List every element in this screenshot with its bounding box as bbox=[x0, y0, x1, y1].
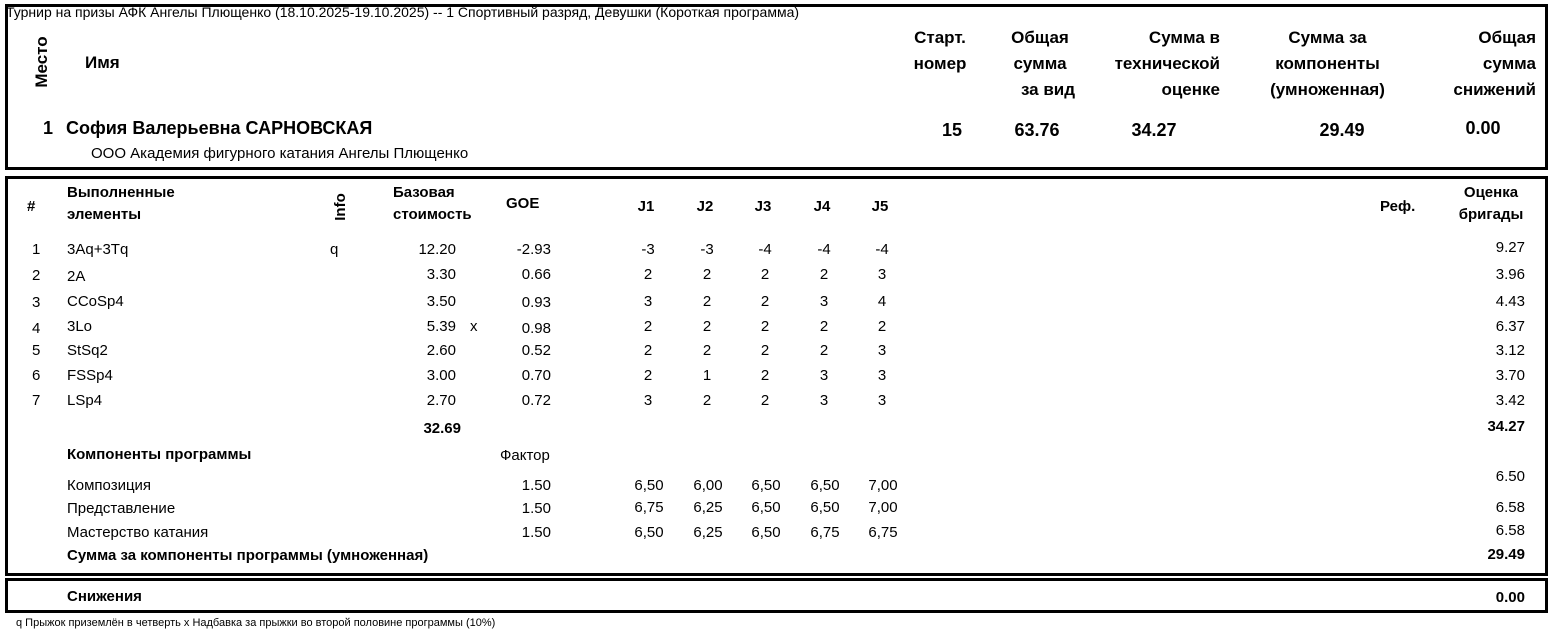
row-element: 2A bbox=[67, 268, 86, 285]
row-base-value: 3.30 bbox=[426, 266, 456, 283]
judge-header-j5: J5 bbox=[871, 198, 889, 215]
deductions-box bbox=[5, 578, 1548, 613]
row-j3: 2 bbox=[760, 392, 770, 409]
row-goe: 0.52 bbox=[521, 342, 551, 359]
row-panel-score: 3.12 bbox=[1495, 342, 1525, 359]
row-j5: 3 bbox=[877, 266, 887, 283]
row-j3: -4 bbox=[758, 241, 772, 258]
row-goe: 0.72 bbox=[521, 392, 551, 409]
skater-tes: 34.27 bbox=[1131, 120, 1177, 140]
judge-header-j4: J4 bbox=[813, 198, 831, 215]
row-base-value: 5.39 bbox=[426, 318, 456, 335]
component-j5: 6,75 bbox=[868, 524, 898, 541]
tes-header bbox=[1090, 25, 1220, 103]
row-j4: 2 bbox=[819, 318, 829, 335]
row-base-value: 2.60 bbox=[426, 342, 456, 359]
row-goe: 0.93 bbox=[521, 294, 551, 311]
num-header: # bbox=[27, 198, 36, 215]
row-base-value: 2.70 bbox=[426, 392, 456, 409]
start-number-header bbox=[900, 25, 980, 77]
element-header-line: Выполненные bbox=[67, 184, 175, 201]
skater-place: 1 bbox=[43, 118, 54, 138]
element-score-total: 34.27 bbox=[1487, 418, 1525, 435]
panel-score-header-line: бригады bbox=[1458, 206, 1524, 223]
row-j1: 3 bbox=[643, 293, 653, 310]
goe-header: GOE bbox=[506, 195, 540, 212]
components-total-label: Сумма за компоненты программы (умноженная) bbox=[67, 547, 429, 564]
row-j1: 3 bbox=[643, 392, 653, 409]
skater-start-number: 15 bbox=[941, 120, 963, 140]
skater-total-score: 63.76 bbox=[1014, 120, 1060, 140]
component-j1: 6,50 bbox=[634, 477, 664, 494]
row-j2: 2 bbox=[702, 318, 712, 335]
component-j4: 6,50 bbox=[810, 499, 840, 516]
row-j4: -4 bbox=[817, 241, 831, 258]
panel-score-header bbox=[1446, 182, 1536, 226]
row-element: 3Lo bbox=[67, 318, 93, 335]
component-j3: 6,50 bbox=[751, 524, 781, 541]
component-j3: 6,50 bbox=[751, 477, 781, 494]
start-number-header-line: Старт. bbox=[914, 28, 966, 47]
row-j2: 1 bbox=[702, 367, 712, 384]
row-j4: 2 bbox=[819, 266, 829, 283]
row-panel-score: 3.96 bbox=[1495, 266, 1525, 283]
row-element: CCoSp4 bbox=[67, 293, 124, 310]
judge-header-j1: J1 bbox=[637, 198, 655, 215]
name-header: Имя bbox=[85, 53, 120, 72]
row-num: 1 bbox=[32, 241, 41, 258]
row-num: 2 bbox=[32, 267, 41, 284]
row-j2: 2 bbox=[702, 266, 712, 283]
base-value-total: 32.69 bbox=[423, 420, 461, 437]
row-goe: -2.93 bbox=[516, 241, 551, 258]
row-info: q bbox=[330, 241, 339, 258]
row-goe: 0.70 bbox=[521, 367, 551, 384]
row-j4: 3 bbox=[819, 293, 829, 310]
base-value-header-line: Базовая bbox=[393, 184, 455, 201]
start-number-header-line: номер bbox=[913, 54, 967, 73]
row-j1: -3 bbox=[641, 241, 655, 258]
component-j5: 7,00 bbox=[868, 477, 898, 494]
skater-deductions: 0.00 bbox=[1465, 118, 1501, 138]
skater-name: София Валерьевна САРНОВСКАЯ bbox=[66, 118, 373, 138]
row-j3: 2 bbox=[760, 342, 770, 359]
row-panel-score: 4.43 bbox=[1495, 293, 1525, 310]
total-score-header-line: за вид bbox=[1020, 80, 1076, 99]
row-j2: 2 bbox=[702, 293, 712, 310]
pcs-header-line: Сумма за bbox=[1288, 28, 1367, 47]
total-score-header bbox=[1000, 25, 1080, 103]
row-panel-score: 3.42 bbox=[1495, 392, 1525, 409]
row-j1: 2 bbox=[643, 318, 653, 335]
tes-header-line: технической bbox=[1114, 54, 1220, 73]
component-j2: 6,00 bbox=[693, 477, 723, 494]
component-j2: 6,25 bbox=[693, 524, 723, 541]
component-j4: 6,50 bbox=[810, 477, 840, 494]
row-j2: 2 bbox=[702, 342, 712, 359]
row-panel-score: 6.37 bbox=[1495, 318, 1525, 335]
component-j4: 6,75 bbox=[810, 524, 840, 541]
row-j2: -3 bbox=[700, 241, 714, 258]
row-j5: 3 bbox=[877, 392, 887, 409]
pcs-header bbox=[1255, 25, 1400, 103]
total-score-header-line: сумма bbox=[1013, 54, 1067, 73]
row-element: LSp4 bbox=[67, 392, 103, 409]
deductions-header bbox=[1420, 25, 1536, 103]
row-j5: 3 bbox=[877, 367, 887, 384]
element-header-line: элементы bbox=[67, 206, 142, 223]
judge-header-j3: J3 bbox=[754, 198, 772, 215]
components-heading: Компоненты программы bbox=[67, 446, 252, 463]
component-factor: 1.50 bbox=[521, 500, 551, 517]
row-base-value: 3.00 bbox=[426, 367, 456, 384]
component-name: Представление bbox=[67, 500, 176, 517]
row-j3: 2 bbox=[760, 293, 770, 310]
row-j5: -4 bbox=[875, 241, 889, 258]
component-factor: 1.50 bbox=[521, 477, 551, 494]
ref-header: Реф. bbox=[1380, 198, 1416, 215]
row-bonus-mark: x bbox=[470, 318, 478, 335]
row-j1: 2 bbox=[643, 342, 653, 359]
row-goe: 0.66 bbox=[521, 266, 551, 283]
row-base-value: 3.50 bbox=[426, 293, 456, 310]
row-goe: 0.98 bbox=[521, 320, 551, 337]
row-num: 3 bbox=[32, 294, 41, 311]
row-j3: 2 bbox=[760, 318, 770, 335]
component-j2: 6,25 bbox=[693, 499, 723, 516]
component-factor: 1.50 bbox=[521, 524, 551, 541]
component-name: Мастерство катания bbox=[67, 524, 209, 541]
deductions-header-line: сумма bbox=[1482, 54, 1536, 73]
row-j2: 2 bbox=[702, 392, 712, 409]
deductions-header-line: снижений bbox=[1453, 80, 1536, 99]
row-num: 6 bbox=[32, 367, 41, 384]
deductions-header-line: Общая bbox=[1478, 28, 1536, 47]
pcs-header-line: компоненты bbox=[1275, 54, 1380, 73]
row-num: 7 bbox=[32, 392, 41, 409]
row-j3: 2 bbox=[760, 266, 770, 283]
component-score: 6.58 bbox=[1495, 522, 1525, 539]
row-num: 4 bbox=[32, 320, 41, 337]
row-j1: 2 bbox=[643, 367, 653, 384]
place-header: Место bbox=[32, 36, 51, 88]
deductions-value: 0.00 bbox=[1495, 589, 1525, 606]
component-score: 6.50 bbox=[1495, 468, 1525, 485]
row-j4: 3 bbox=[819, 367, 829, 384]
judge-header-j2: J2 bbox=[696, 198, 714, 215]
factor-heading: Фактор bbox=[500, 447, 550, 464]
row-j3: 2 bbox=[760, 367, 770, 384]
total-score-header-line: Общая bbox=[1011, 28, 1069, 47]
element-header bbox=[67, 182, 175, 226]
row-j5: 4 bbox=[877, 293, 887, 310]
row-element: FSSp4 bbox=[67, 367, 113, 384]
row-panel-score: 3.70 bbox=[1495, 367, 1525, 384]
row-j5: 3 bbox=[877, 342, 887, 359]
component-j1: 6,75 bbox=[634, 499, 664, 516]
deductions-label: Снижения bbox=[67, 588, 142, 605]
base-value-header bbox=[393, 182, 472, 226]
row-j1: 2 bbox=[643, 266, 653, 283]
page-title: Турнир на призы АФК Ангелы Плющенко (18.10.2025-19.10.2025) -- 1 Спортивный разряд, Девушки (Короткая программа) bbox=[6, 4, 800, 20]
row-j5: 2 bbox=[877, 318, 887, 335]
component-score: 6.58 bbox=[1495, 499, 1525, 516]
component-name: Композиция bbox=[67, 477, 152, 494]
components-total: 29.49 bbox=[1487, 546, 1525, 563]
skater-pcs: 29.49 bbox=[1319, 120, 1365, 140]
component-j5: 7,00 bbox=[868, 499, 898, 516]
row-num: 5 bbox=[32, 342, 41, 359]
row-j4: 2 bbox=[819, 342, 829, 359]
component-j3: 6,50 bbox=[751, 499, 781, 516]
info-header: Info bbox=[332, 193, 349, 221]
row-base-value: 12.20 bbox=[418, 241, 456, 258]
skater-club: ООО Академия фигурного катания Ангелы Плющенко bbox=[91, 145, 469, 162]
row-element: 3Aq+3Tq bbox=[67, 241, 129, 258]
row-panel-score: 9.27 bbox=[1495, 239, 1525, 256]
footnote: q Прыжок приземлён в четверть x Надбавка за прыжки во второй половине программы (10%) bbox=[16, 617, 496, 629]
tes-header-line: Сумма в bbox=[1148, 28, 1220, 47]
row-element: StSq2 bbox=[67, 342, 108, 359]
pcs-header-line: (умноженная) bbox=[1270, 80, 1385, 99]
tes-header-line: оценке bbox=[1161, 80, 1220, 99]
base-value-header-line: стоимость bbox=[393, 206, 472, 223]
panel-score-header-line: Оценка bbox=[1463, 184, 1519, 201]
row-j4: 3 bbox=[819, 392, 829, 409]
component-j1: 6,50 bbox=[634, 524, 664, 541]
